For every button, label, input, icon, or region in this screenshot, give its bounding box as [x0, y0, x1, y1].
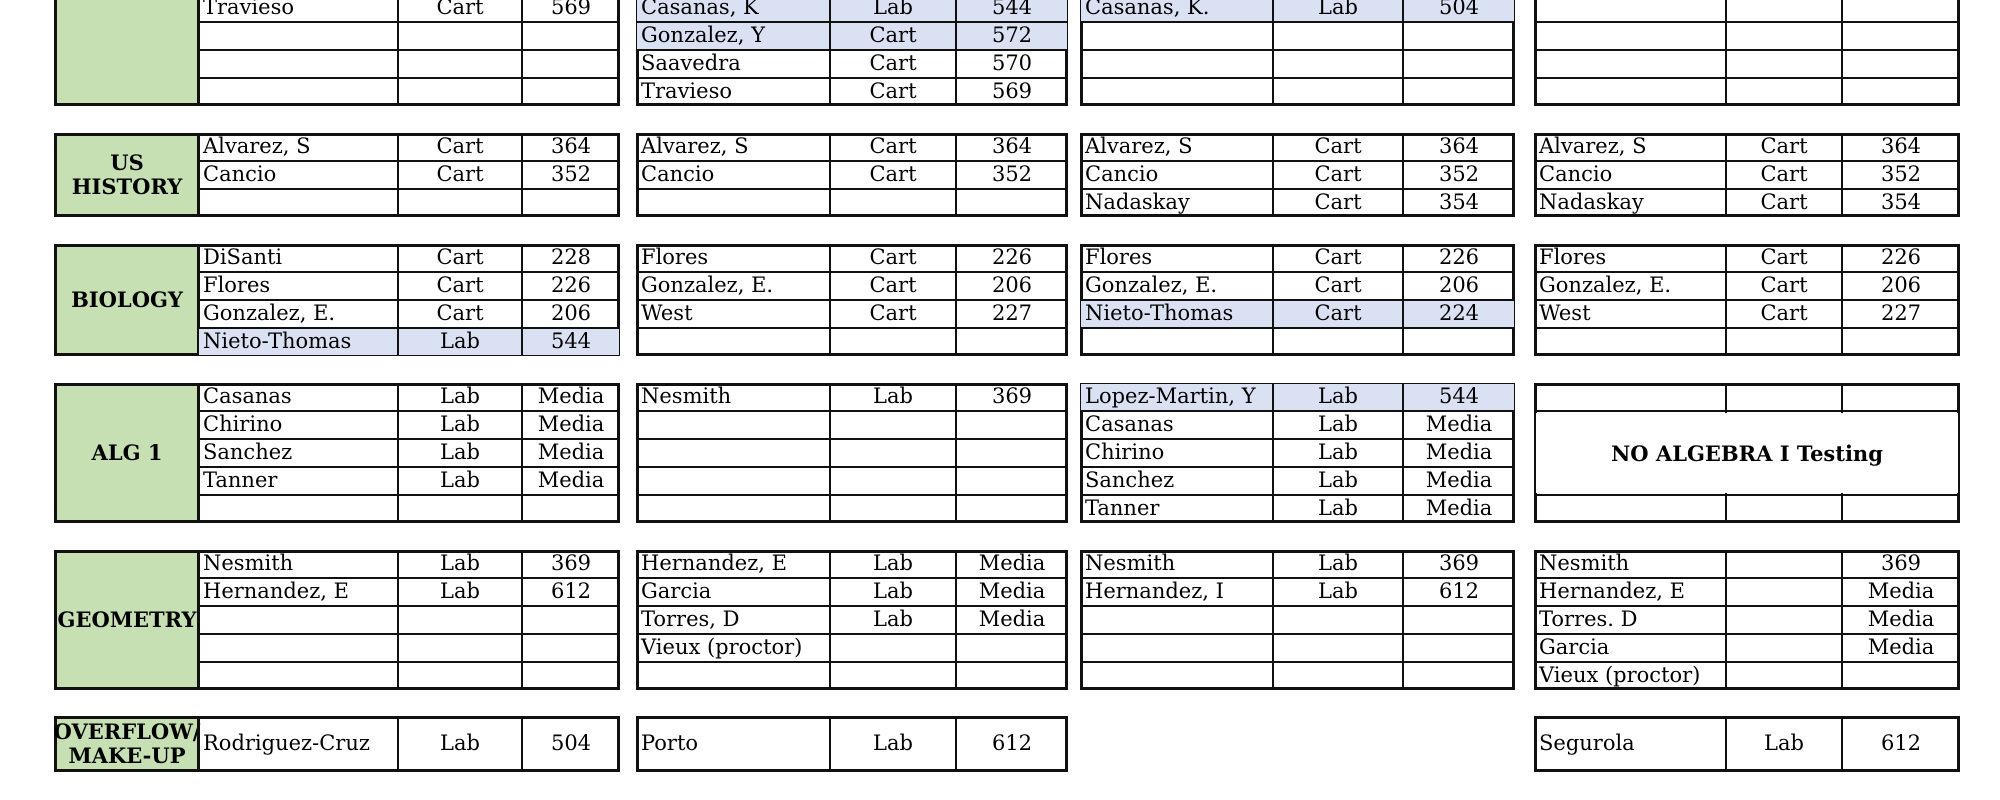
- room-number-cell: 364: [1842, 133, 1960, 161]
- teacher-name-cell: Lopez-Martin, Y: [1080, 383, 1273, 411]
- teacher-name-cell: [1534, 22, 1726, 50]
- testing-location-cell: Lab: [1273, 550, 1403, 578]
- room-number-cell: 352: [956, 161, 1068, 189]
- testing-location-cell: Lab: [830, 0, 956, 22]
- testing-location-cell: Cart: [830, 133, 956, 161]
- teacher-name-cell: Chirino: [198, 411, 398, 439]
- room-number-cell: [522, 634, 620, 662]
- testing-location-cell: [398, 78, 522, 106]
- teacher-name-cell: [636, 439, 830, 467]
- room-number-cell: [1403, 328, 1515, 356]
- subject-label: OVERFLOW/ MAKE-UP: [54, 716, 200, 772]
- testing-location-cell: [398, 495, 522, 523]
- teacher-name-cell: Hernandez, E: [198, 578, 398, 606]
- room-number-cell: 224: [1403, 300, 1515, 328]
- teacher-name-cell: [1080, 662, 1273, 690]
- testing-location-cell: Lab: [398, 467, 522, 495]
- testing-location-cell: [1726, 550, 1842, 578]
- room-number-cell: 569: [956, 78, 1068, 106]
- room-number-cell: [522, 189, 620, 217]
- room-number-cell: 226: [522, 272, 620, 300]
- teacher-name-cell: Casanas: [1080, 411, 1273, 439]
- testing-location-cell: [1726, 383, 1842, 411]
- testing-location-cell: [830, 467, 956, 495]
- teacher-name-cell: [1534, 0, 1726, 22]
- teacher-name-cell: [636, 411, 830, 439]
- room-number-cell: 226: [956, 244, 1068, 272]
- room-number-cell: 227: [956, 300, 1068, 328]
- teacher-name-cell: Travieso: [198, 0, 398, 22]
- room-number-cell: Media: [522, 467, 620, 495]
- teacher-name-cell: [1534, 328, 1726, 356]
- teacher-name-cell: Vieux (proctor): [1534, 662, 1726, 690]
- teacher-name-cell: Nesmith: [636, 383, 830, 411]
- testing-location-cell: Cart: [398, 300, 522, 328]
- testing-location-cell: Cart: [1726, 161, 1842, 189]
- room-number-cell: Media: [1842, 634, 1960, 662]
- teacher-name-cell: Flores: [1534, 244, 1726, 272]
- room-number-cell: 612: [956, 716, 1068, 772]
- testing-location-cell: [1726, 634, 1842, 662]
- teacher-name-cell: Vieux (proctor): [636, 634, 830, 662]
- room-number-cell: [522, 495, 620, 523]
- room-number-cell: [1403, 606, 1515, 634]
- teacher-name-cell: [1080, 50, 1273, 78]
- testing-location-cell: [1726, 578, 1842, 606]
- teacher-name-cell: Gonzalez, E.: [1080, 272, 1273, 300]
- room-number-cell: [1842, 0, 1960, 22]
- testing-location-cell: [398, 634, 522, 662]
- testing-location-cell: Cart: [830, 244, 956, 272]
- room-number-cell: [956, 634, 1068, 662]
- room-number-cell: 354: [1403, 189, 1515, 217]
- room-number-cell: Media: [522, 439, 620, 467]
- room-number-cell: 504: [522, 716, 620, 772]
- room-number-cell: [1403, 22, 1515, 50]
- testing-location-cell: Lab: [830, 578, 956, 606]
- testing-location-cell: [830, 189, 956, 217]
- testing-location-cell: Lab: [1273, 383, 1403, 411]
- teacher-name-cell: Hernandez, E: [636, 550, 830, 578]
- teacher-name-cell: Saavedra: [636, 50, 830, 78]
- room-number-cell: 206: [956, 272, 1068, 300]
- testing-location-cell: Lab: [1273, 495, 1403, 523]
- teacher-name-cell: [636, 328, 830, 356]
- teacher-name-cell: Gonzalez, E.: [1534, 272, 1726, 300]
- room-number-cell: [1842, 78, 1960, 106]
- teacher-name-cell: [636, 495, 830, 523]
- room-number-cell: 228: [522, 244, 620, 272]
- testing-location-cell: Lab: [830, 606, 956, 634]
- room-number-cell: Media: [1403, 495, 1515, 523]
- room-number-cell: 226: [1842, 244, 1960, 272]
- teacher-name-cell: Nieto-Thomas: [198, 328, 398, 356]
- testing-location-cell: Lab: [830, 716, 956, 772]
- teacher-name-cell: [1080, 78, 1273, 106]
- testing-location-cell: Lab: [830, 550, 956, 578]
- room-number-cell: [1842, 495, 1960, 523]
- teacher-name-cell: West: [636, 300, 830, 328]
- room-number-cell: 206: [1842, 272, 1960, 300]
- teacher-name-cell: Nadaskay: [1534, 189, 1726, 217]
- room-number-cell: Media: [956, 550, 1068, 578]
- room-number-cell: 612: [1403, 578, 1515, 606]
- testing-location-cell: [398, 22, 522, 50]
- room-number-cell: [1403, 50, 1515, 78]
- teacher-name-cell: Gonzalez, E.: [636, 272, 830, 300]
- teacher-name-cell: [1534, 78, 1726, 106]
- testing-location-cell: [830, 634, 956, 662]
- testing-location-cell: Cart: [1726, 244, 1842, 272]
- testing-location-cell: Lab: [1273, 411, 1403, 439]
- room-number-cell: [956, 411, 1068, 439]
- room-number-cell: Media: [1842, 578, 1960, 606]
- teacher-name-cell: Cancio: [636, 161, 830, 189]
- teacher-name-cell: West: [1534, 300, 1726, 328]
- teacher-name-cell: Sanchez: [1080, 467, 1273, 495]
- testing-location-cell: Lab: [1273, 467, 1403, 495]
- teacher-name-cell: [1080, 606, 1273, 634]
- room-number-cell: [522, 662, 620, 690]
- testing-location-cell: Cart: [1273, 161, 1403, 189]
- testing-location-cell: [1726, 22, 1842, 50]
- room-number-cell: [956, 189, 1068, 217]
- teacher-name-cell: [636, 467, 830, 495]
- testing-location-cell: Lab: [1273, 0, 1403, 22]
- teacher-name-cell: Cancio: [1080, 161, 1273, 189]
- room-number-cell: 364: [1403, 133, 1515, 161]
- testing-location-cell: [398, 662, 522, 690]
- testing-location-cell: Cart: [1273, 189, 1403, 217]
- teacher-name-cell: Alvarez, S: [636, 133, 830, 161]
- testing-location-cell: Cart: [398, 133, 522, 161]
- teacher-name-cell: DiSanti: [198, 244, 398, 272]
- testing-location-cell: Cart: [1726, 189, 1842, 217]
- teacher-name-cell: Segurola: [1534, 716, 1726, 772]
- teacher-name-cell: Garcia: [1534, 634, 1726, 662]
- teacher-name-cell: Nesmith: [1534, 550, 1726, 578]
- teacher-name-cell: Sanchez: [198, 439, 398, 467]
- room-number-cell: 369: [956, 383, 1068, 411]
- room-number-cell: Media: [956, 606, 1068, 634]
- testing-location-cell: [830, 411, 956, 439]
- testing-location-cell: Lab: [398, 439, 522, 467]
- testing-location-cell: Lab: [398, 383, 522, 411]
- room-number-cell: 369: [522, 550, 620, 578]
- subject-label: US HISTORY: [54, 133, 200, 217]
- testing-location-cell: Cart: [830, 161, 956, 189]
- testing-location-cell: [1273, 634, 1403, 662]
- testing-location-cell: [398, 606, 522, 634]
- room-number-cell: [1403, 634, 1515, 662]
- room-number-cell: [956, 467, 1068, 495]
- testing-location-cell: Cart: [830, 300, 956, 328]
- room-number-cell: Media: [1403, 439, 1515, 467]
- testing-location-cell: [830, 328, 956, 356]
- testing-location-cell: [1273, 78, 1403, 106]
- testing-location-cell: [1273, 662, 1403, 690]
- room-number-cell: [956, 439, 1068, 467]
- teacher-name-cell: Tanner: [1080, 495, 1273, 523]
- room-number-cell: [956, 328, 1068, 356]
- room-number-cell: [522, 606, 620, 634]
- room-number-cell: Media: [522, 411, 620, 439]
- teacher-name-cell: [198, 634, 398, 662]
- testing-location-cell: Lab: [1273, 439, 1403, 467]
- teacher-name-cell: [1534, 383, 1726, 411]
- room-number-cell: [1403, 662, 1515, 690]
- teacher-name-cell: Alvarez, S: [198, 133, 398, 161]
- testing-location-cell: Cart: [1273, 133, 1403, 161]
- room-number-cell: Media: [1403, 467, 1515, 495]
- room-number-cell: 364: [522, 133, 620, 161]
- testing-location-cell: Cart: [1726, 272, 1842, 300]
- testing-location-cell: Cart: [1273, 244, 1403, 272]
- teacher-name-cell: Casanas, K: [636, 0, 830, 22]
- testing-location-cell: Lab: [830, 383, 956, 411]
- teacher-name-cell: Casanas, K.: [1080, 0, 1273, 22]
- room-number-cell: Media: [1403, 411, 1515, 439]
- testing-location-cell: Lab: [398, 716, 522, 772]
- room-number-cell: Media: [1842, 606, 1960, 634]
- teacher-name-cell: [198, 22, 398, 50]
- testing-location-cell: Cart: [1726, 300, 1842, 328]
- room-number-cell: [1842, 662, 1960, 690]
- testing-location-cell: [1273, 22, 1403, 50]
- testing-location-cell: Cart: [398, 244, 522, 272]
- teacher-name-cell: Hernandez, I: [1080, 578, 1273, 606]
- teacher-name-cell: Porto: [636, 716, 830, 772]
- teacher-name-cell: Nieto-Thomas: [1080, 300, 1273, 328]
- room-number-cell: 569: [522, 0, 620, 22]
- subject-label: [54, 0, 200, 106]
- teacher-name-cell: Cancio: [198, 161, 398, 189]
- room-number-cell: 226: [1403, 244, 1515, 272]
- room-number-cell: 570: [956, 50, 1068, 78]
- testing-location-cell: [1726, 495, 1842, 523]
- teacher-name-cell: Hernandez, E: [1534, 578, 1726, 606]
- room-number-cell: [1842, 328, 1960, 356]
- testing-location-cell: Lab: [398, 578, 522, 606]
- room-number-cell: 544: [522, 328, 620, 356]
- testing-location-cell: [830, 662, 956, 690]
- teacher-name-cell: [198, 50, 398, 78]
- teacher-name-cell: Torres, D: [636, 606, 830, 634]
- room-number-cell: 369: [1842, 550, 1960, 578]
- testing-location-cell: Lab: [398, 411, 522, 439]
- testing-location-cell: [398, 189, 522, 217]
- room-number-cell: [1842, 22, 1960, 50]
- testing-location-cell: [1273, 50, 1403, 78]
- teacher-name-cell: Nesmith: [1080, 550, 1273, 578]
- teacher-name-cell: Alvarez, S: [1534, 133, 1726, 161]
- testing-location-cell: [1726, 0, 1842, 22]
- room-number-cell: 352: [1842, 161, 1960, 189]
- testing-location-cell: [830, 495, 956, 523]
- room-number-cell: [956, 495, 1068, 523]
- teacher-name-cell: Gonzalez, Y: [636, 22, 830, 50]
- teacher-name-cell: [198, 189, 398, 217]
- room-number-cell: Media: [956, 578, 1068, 606]
- testing-location-cell: Lab: [398, 550, 522, 578]
- teacher-name-cell: Travieso: [636, 78, 830, 106]
- no-testing-note: NO ALGEBRA I Testing: [1536, 413, 1958, 493]
- room-number-cell: [1403, 78, 1515, 106]
- room-number-cell: 544: [956, 0, 1068, 22]
- testing-location-cell: [830, 439, 956, 467]
- testing-location-cell: [1726, 50, 1842, 78]
- room-number-cell: Media: [522, 383, 620, 411]
- testing-location-cell: Cart: [398, 161, 522, 189]
- teacher-name-cell: Nadaskay: [1080, 189, 1273, 217]
- teacher-name-cell: Flores: [636, 244, 830, 272]
- teacher-name-cell: Torres. D: [1534, 606, 1726, 634]
- room-number-cell: [522, 50, 620, 78]
- testing-location-cell: [1726, 606, 1842, 634]
- teacher-name-cell: [198, 78, 398, 106]
- teacher-name-cell: Alvarez, S: [1080, 133, 1273, 161]
- room-number-cell: 227: [1842, 300, 1960, 328]
- subject-label: GEOMETRY: [54, 550, 200, 690]
- testing-location-cell: [1726, 78, 1842, 106]
- teacher-name-cell: [636, 662, 830, 690]
- testing-location-cell: Cart: [1273, 300, 1403, 328]
- teacher-name-cell: Tanner: [198, 467, 398, 495]
- testing-location-cell: Cart: [398, 272, 522, 300]
- testing-location-cell: [1726, 328, 1842, 356]
- testing-location-cell: Lab: [1726, 716, 1842, 772]
- room-number-cell: 544: [1403, 383, 1515, 411]
- room-number-cell: 352: [1403, 161, 1515, 189]
- teacher-name-cell: [1080, 22, 1273, 50]
- room-number-cell: 206: [1403, 272, 1515, 300]
- teacher-name-cell: Chirino: [1080, 439, 1273, 467]
- teacher-name-cell: [198, 662, 398, 690]
- teacher-name-cell: [1534, 495, 1726, 523]
- testing-location-cell: [1273, 606, 1403, 634]
- room-number-cell: [956, 662, 1068, 690]
- testing-location-cell: Cart: [830, 50, 956, 78]
- subject-label: BIOLOGY: [54, 244, 200, 356]
- room-number-cell: 364: [956, 133, 1068, 161]
- testing-location-cell: [1273, 328, 1403, 356]
- teacher-name-cell: Nesmith: [198, 550, 398, 578]
- room-number-cell: 206: [522, 300, 620, 328]
- room-number-cell: [522, 22, 620, 50]
- room-number-cell: 352: [522, 161, 620, 189]
- testing-location-cell: Cart: [830, 272, 956, 300]
- subject-label: ALG 1: [54, 383, 200, 523]
- testing-location-cell: Lab: [398, 328, 522, 356]
- room-number-cell: 612: [1842, 716, 1960, 772]
- teacher-name-cell: Flores: [1080, 244, 1273, 272]
- testing-location-cell: Cart: [830, 22, 956, 50]
- testing-location-cell: Cart: [398, 0, 522, 22]
- room-number-cell: 572: [956, 22, 1068, 50]
- teacher-name-cell: [636, 189, 830, 217]
- room-number-cell: 354: [1842, 189, 1960, 217]
- testing-location-cell: [1726, 662, 1842, 690]
- testing-location-cell: Cart: [830, 78, 956, 106]
- testing-location-cell: [398, 50, 522, 78]
- teacher-name-cell: [198, 606, 398, 634]
- teacher-name-cell: [1534, 50, 1726, 78]
- teacher-name-cell: Gonzalez, E.: [198, 300, 398, 328]
- room-number-cell: 369: [1403, 550, 1515, 578]
- testing-location-cell: Lab: [1273, 578, 1403, 606]
- room-number-cell: 504: [1403, 0, 1515, 22]
- testing-location-cell: Cart: [1273, 272, 1403, 300]
- room-number-cell: [1842, 50, 1960, 78]
- teacher-name-cell: Rodriguez-Cruz: [198, 716, 398, 772]
- room-number-cell: 612: [522, 578, 620, 606]
- teacher-name-cell: Casanas: [198, 383, 398, 411]
- teacher-name-cell: Cancio: [1534, 161, 1726, 189]
- testing-location-cell: Cart: [1726, 133, 1842, 161]
- teacher-name-cell: [1080, 634, 1273, 662]
- teacher-name-cell: Garcia: [636, 578, 830, 606]
- teacher-name-cell: Flores: [198, 272, 398, 300]
- room-number-cell: [1842, 383, 1960, 411]
- teacher-name-cell: [1080, 328, 1273, 356]
- teacher-name-cell: [198, 495, 398, 523]
- room-number-cell: [522, 78, 620, 106]
